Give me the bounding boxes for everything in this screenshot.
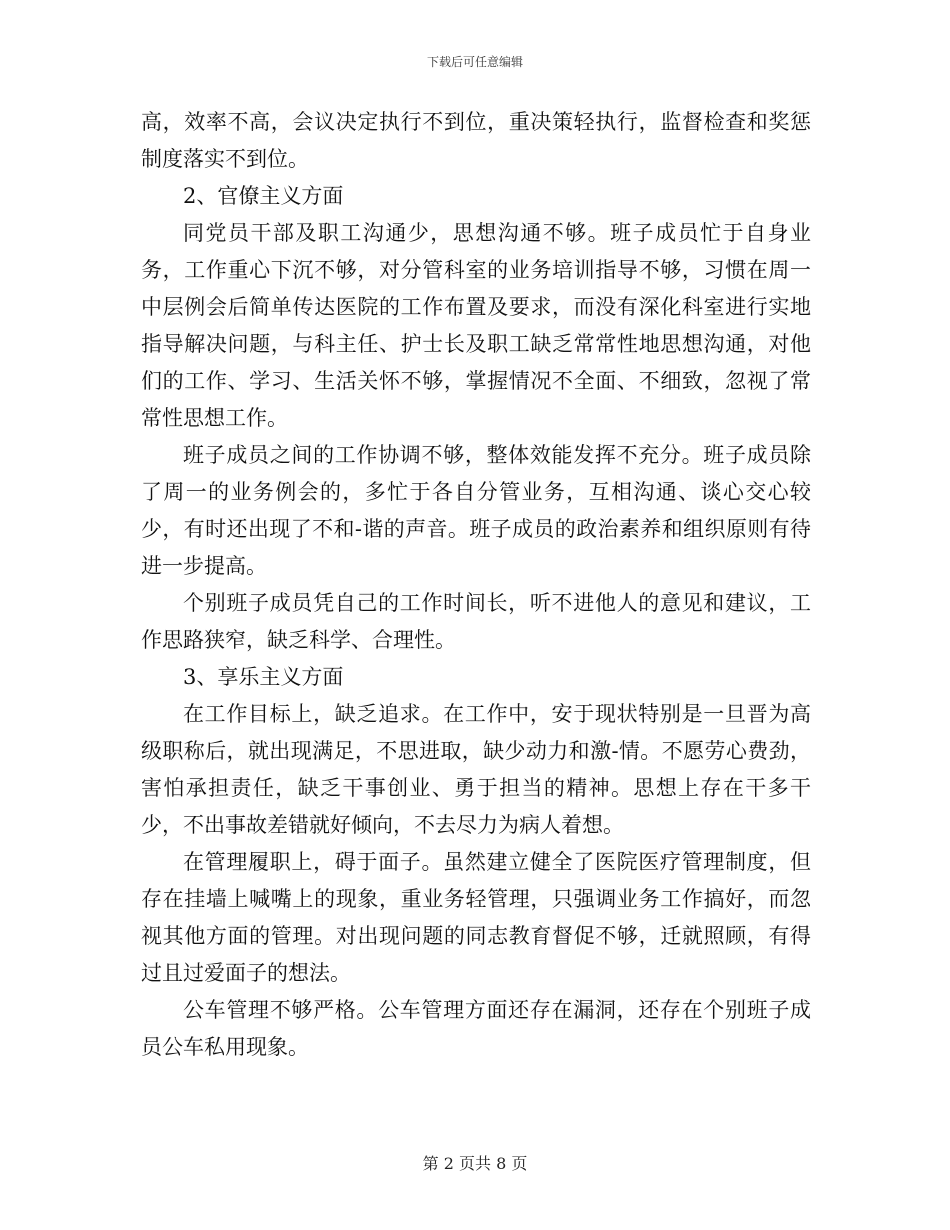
page-header: 下载后可任意编辑 (426, 55, 523, 69)
document-body (141, 104, 811, 1066)
paragraph: 同党员干部及职工沟通少，思想沟通不够。班子成员忙于自身业务，工作重心下沉不够，对分管科室的业务培训指导不够，习惯在周一中层例会后简单传达医院的工作布置及要求，而没有深化科室进行实地指导解决问题，与科主任、护士长及职工缺乏常常性地思想沟通，对他们的工作、学习、生活关怀不够，掌握情况不全面、不细致，忽视了常常性思想工作。 (141, 221, 811, 430)
section-heading-bureaucratism: 2、官僚主义方面 (183, 184, 344, 208)
section-heading-hedonism: 3、享乐主义方面 (183, 665, 344, 689)
paragraph: 个别班子成员凭自己的工作时间长，听不进他人的意见和建议，工作思路狭窄，缺乏科学、合理性。 (141, 591, 811, 652)
paragraph-continuation: 高，效率不高，会议决定执行不到位，重决策轻执行，监督检查和奖惩制度落实不到位。 (141, 110, 811, 171)
page-footer: 第 2 页共 8 页 (422, 1154, 528, 1173)
paragraph: 班子成员之间的工作协调不够，整体效能发挥不充分。班子成员除了周一的业务例会的，多忙于各自分管业务，互相沟通、谈心交心较少，有时还出现了不和-谐的声音。班子成员的政治素养和组织原则有待进一步提高。 (141, 443, 811, 578)
paragraph: 公车管理不够严格。公车管理方面还存在漏洞，还存在个别班子成员公车私用现象。 (141, 998, 811, 1059)
paragraph: 在管理履职上，碍于面子。虽然建立健全了医院医疗管理制度，但存在挂墙上喊嘴上的现象，重业务轻管理，只强调业务工作搞好，而忽视其他方面的管理。对出现问题的同志教育督促不够，迁就照顾，有得过且过爱面子的想法。 (141, 850, 811, 985)
paragraph: 在工作目标上，缺乏追求。在工作中，安于现状特别是一旦晋为高级职称后，就出现满足，不思进取，缺少动力和激-情。不愿劳心费劲，害怕承担责任，缺乏干事创业、勇于担当的精神。思想上存在干多干少，不出事故差错就好倾向，不去尽力为病人着想。 (141, 702, 811, 837)
